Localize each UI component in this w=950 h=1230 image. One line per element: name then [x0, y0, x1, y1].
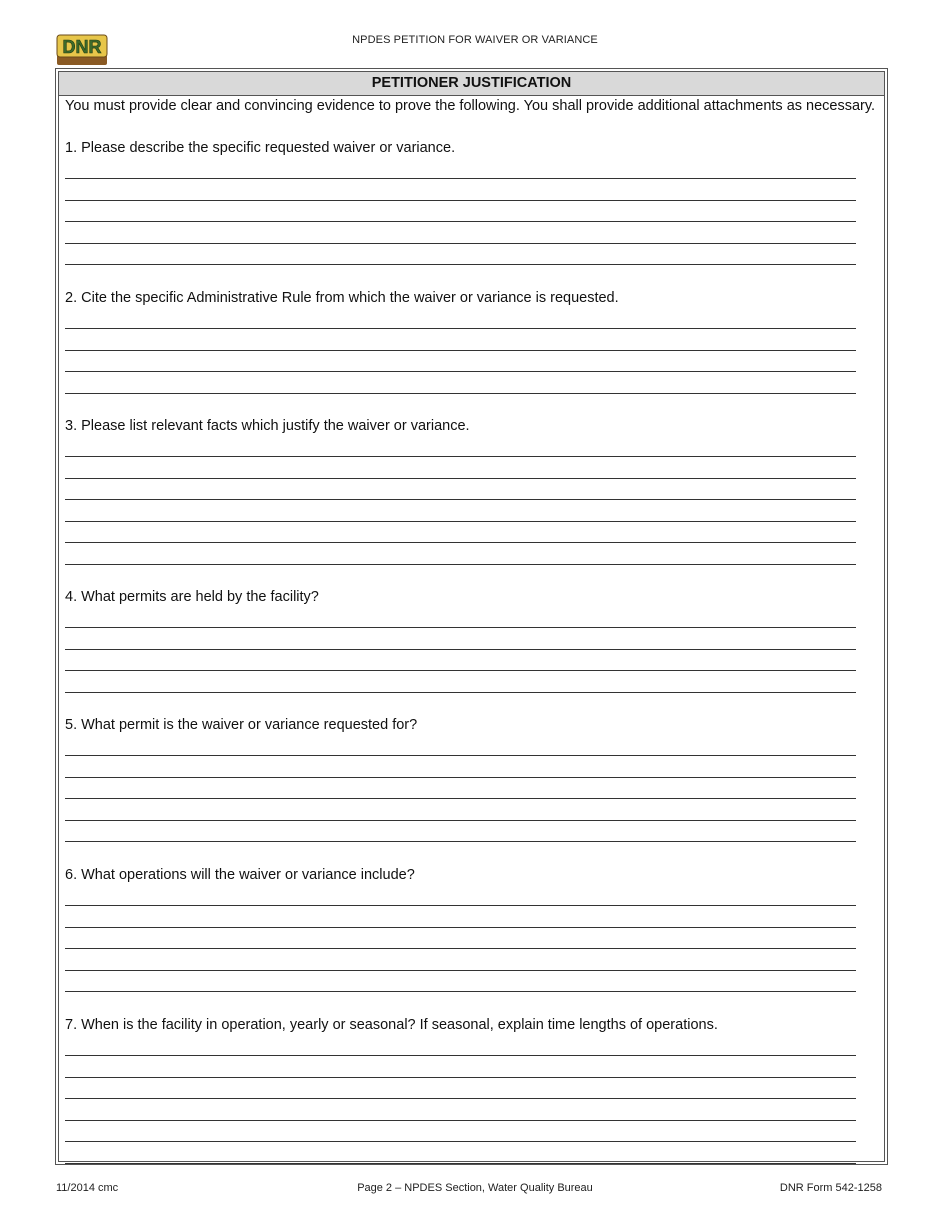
question-3: 3. Please list relevant facts which justify the waiver or variance.: [65, 418, 470, 434]
form-body: [58, 71, 885, 1162]
answer-line[interactable]: [65, 393, 856, 394]
answer-line[interactable]: [65, 627, 856, 628]
document-title: NPDES PETITION FOR WAIVER OR VARIANCE: [352, 34, 598, 46]
answer-line[interactable]: [65, 350, 856, 351]
question-6: 6. What operations will the waiver or variance include?: [65, 867, 415, 883]
answer-line[interactable]: [65, 1055, 856, 1056]
answer-line[interactable]: [65, 1163, 856, 1164]
answer-line[interactable]: [65, 798, 856, 799]
answer-line[interactable]: [65, 670, 856, 671]
answer-line[interactable]: [65, 328, 856, 329]
answer-line[interactable]: [65, 264, 856, 265]
footer-form-number: DNR Form 542-1258: [779, 1182, 882, 1194]
answer-line[interactable]: [65, 841, 856, 842]
answer-line[interactable]: [65, 1098, 856, 1099]
answer-line[interactable]: [65, 221, 856, 222]
answer-line[interactable]: [65, 905, 856, 906]
footer-page: Page 2 – NPDES Section, Water Quality Bureau: [357, 1182, 593, 1194]
section-title: PETITIONER JUSTIFICATION: [59, 72, 884, 96]
answer-line[interactable]: [65, 564, 856, 565]
answer-line[interactable]: [65, 178, 856, 179]
answer-line[interactable]: [65, 777, 856, 778]
answer-line[interactable]: [65, 820, 856, 821]
answer-line[interactable]: [65, 243, 856, 244]
answer-line[interactable]: [65, 1120, 856, 1121]
answer-line[interactable]: [65, 499, 856, 500]
answer-line[interactable]: [65, 542, 856, 543]
answer-line[interactable]: [65, 927, 856, 928]
justification-form: [55, 68, 888, 1165]
question-4: 4. What permits are held by the facility?: [65, 589, 319, 605]
answer-line[interactable]: [65, 649, 856, 650]
question-7: 7. When is the facility in operation, yearly or seasonal? If seasonal, explain time lengths of operations.: [65, 1017, 718, 1033]
answer-line[interactable]: [65, 948, 856, 949]
answer-line[interactable]: [65, 478, 856, 479]
footer-date: 11/2014 cmc: [56, 1182, 119, 1194]
answer-line[interactable]: [65, 371, 856, 372]
answer-line[interactable]: [65, 1077, 856, 1078]
answer-line[interactable]: [65, 200, 856, 201]
question-5: 5. What permit is the waiver or variance requested for?: [65, 717, 418, 733]
answer-line[interactable]: [65, 970, 856, 971]
instructions-text: You must provide clear and convincing evidence to prove the following. You shall provide additional attachments as necessary.: [65, 98, 876, 114]
answer-line[interactable]: [65, 991, 856, 992]
question-1: 1. Please describe the specific requested waiver or variance.: [65, 140, 456, 156]
answer-line[interactable]: [65, 456, 856, 457]
answer-line[interactable]: [65, 692, 856, 693]
svg-text:DNR: DNR: [62, 37, 102, 57]
answer-line[interactable]: [65, 1141, 856, 1142]
question-2: 2. Cite the specific Administrative Rule from which the waiver or variance is requested.: [65, 290, 619, 306]
answer-line[interactable]: [65, 521, 856, 522]
answer-line[interactable]: [65, 755, 856, 756]
